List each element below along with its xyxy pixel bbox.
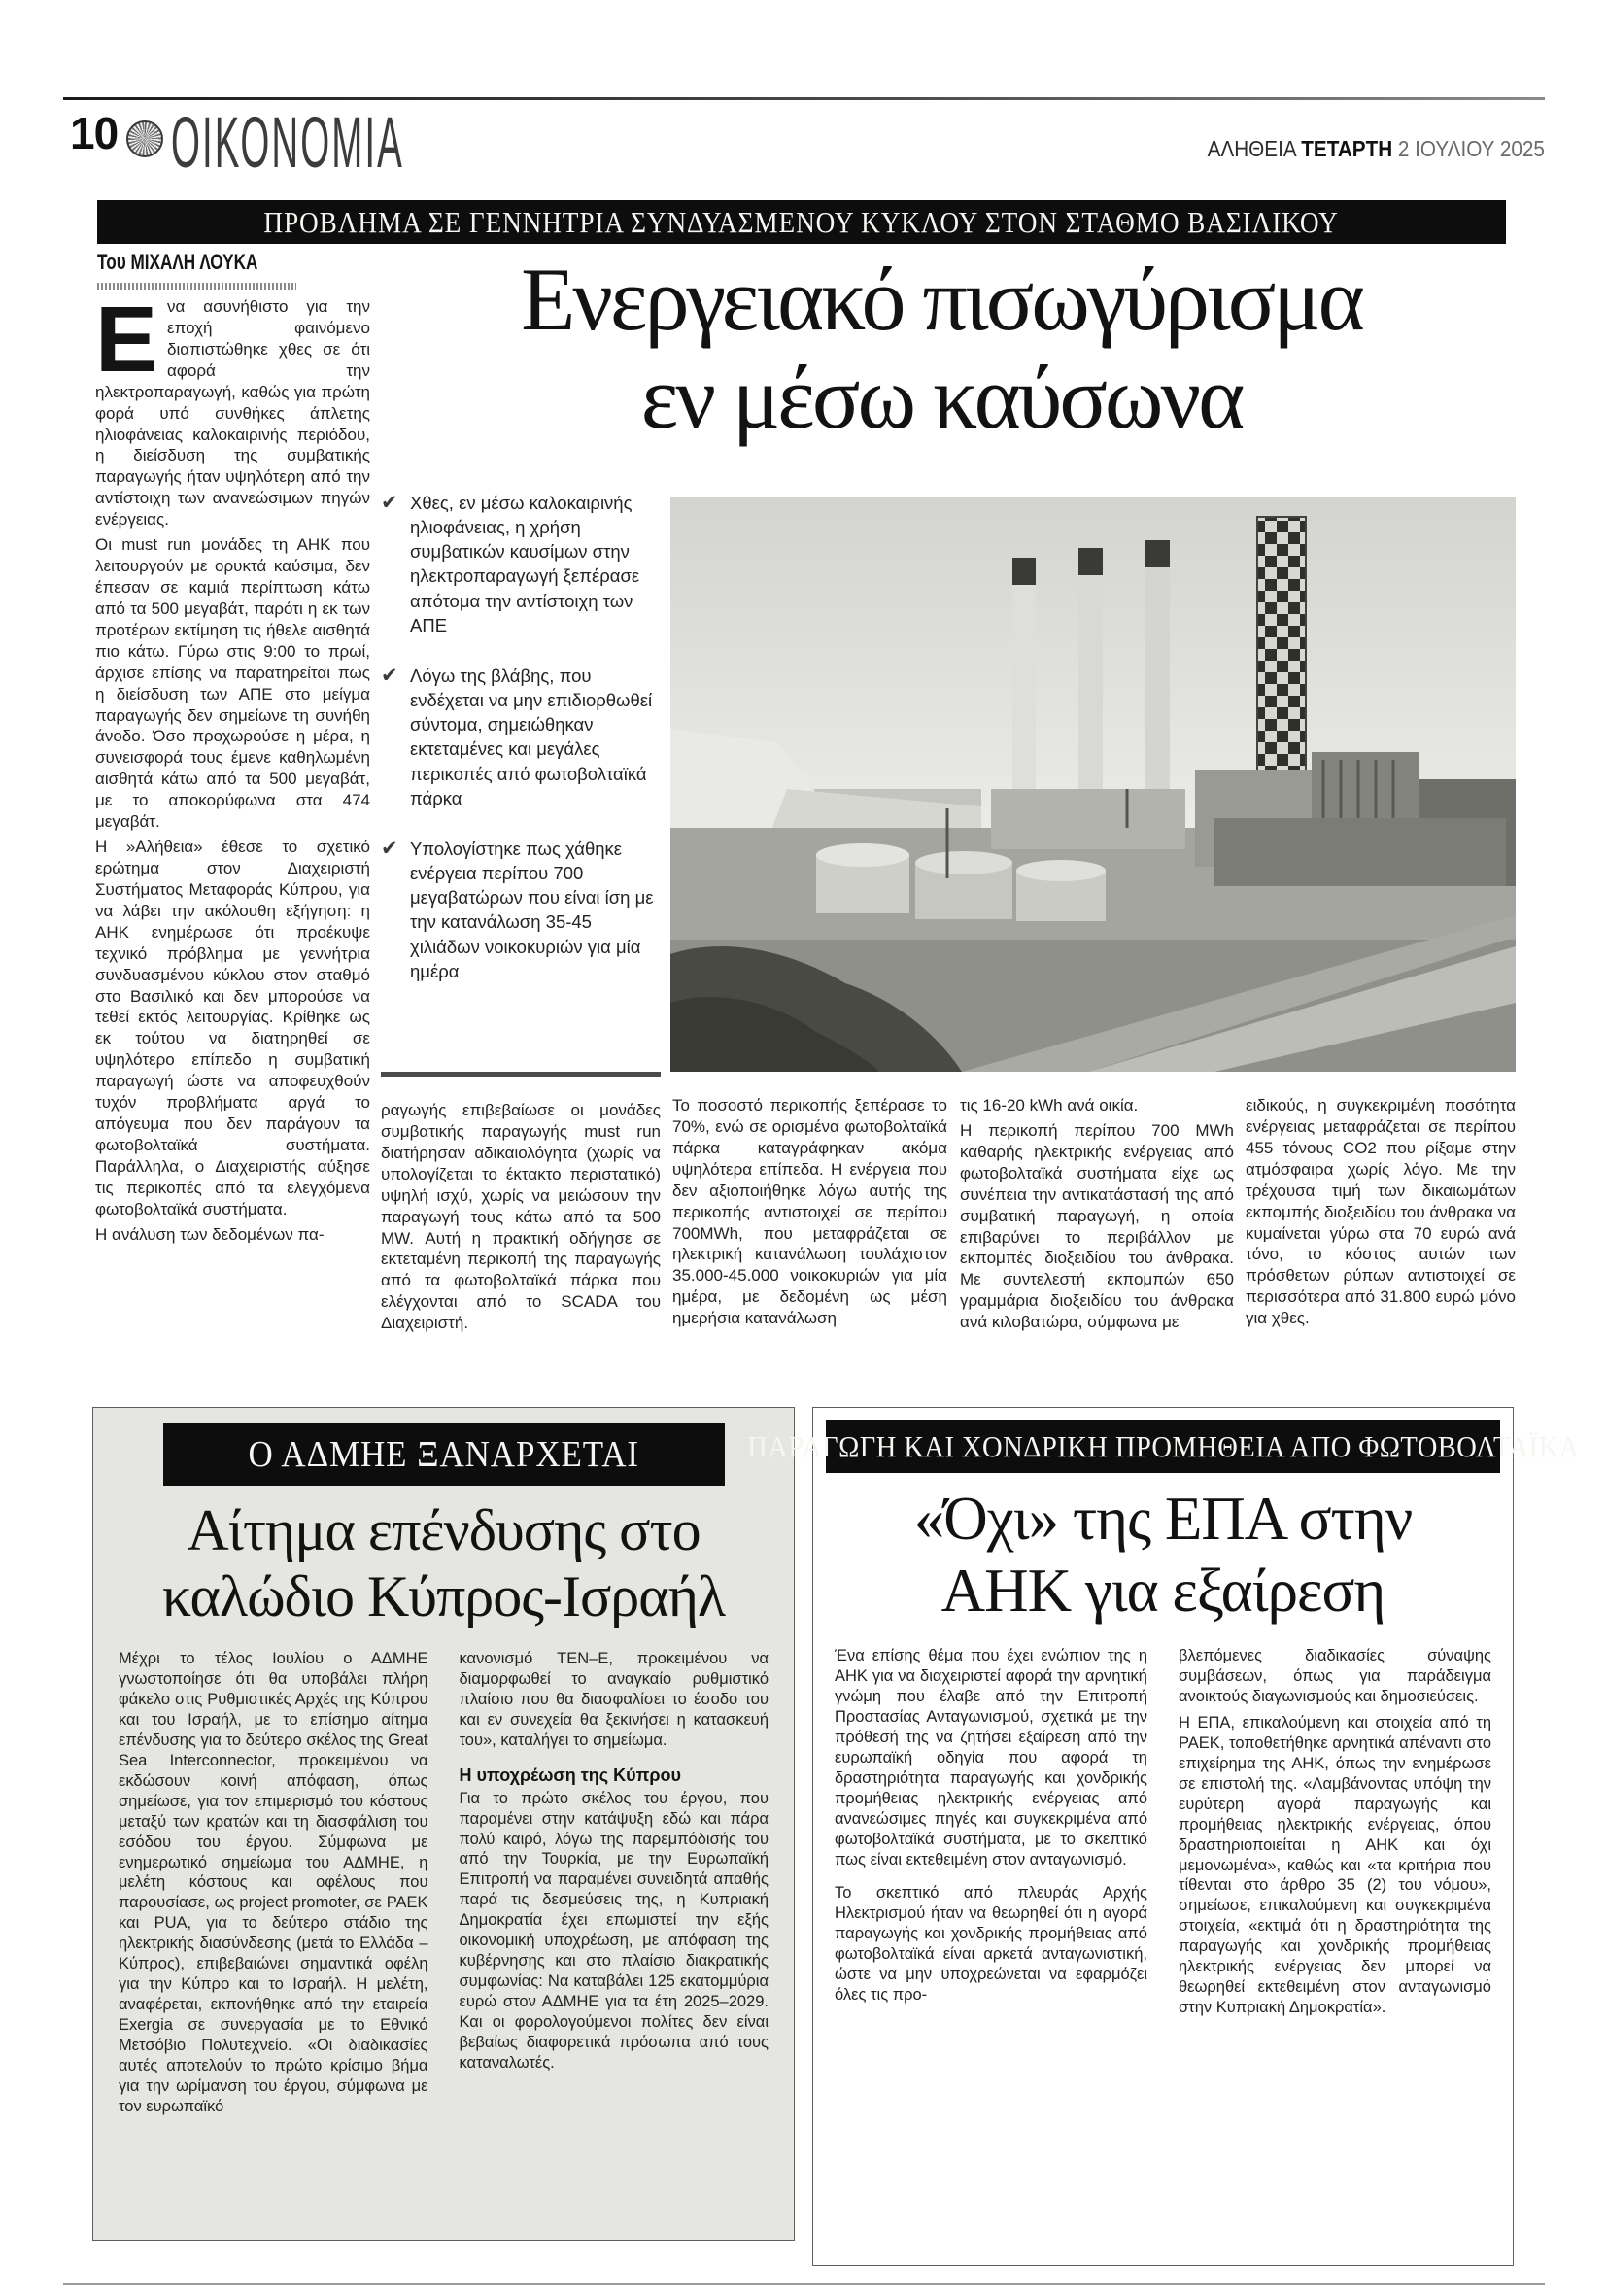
dateline-date: 2 ΙΟΥΛΙΟΥ 2025 [1398, 136, 1545, 161]
admie-column-2 [460, 1649, 769, 2123]
main-article-column-4 [960, 1095, 1234, 1398]
paragraph: Για το πρώτο σκέλος του έργου, που παραμένει στην κατάψυξη εδώ και πάρα πολύ καιρό, λόγω της παρεμπόδισής του από την Τουρκία, με την Ευρωπαϊκή Επιτροπή να παραμένει συνειδητά απαθής παρά τις δεσμεύσεις της, η Κυπριακή Δημοκρατία έχει επωμιστεί την εξής οικονομική υποχρέωση, με απόφαση της κυβέρνησης και στο πλαίσιο διακρατικής συμφωνίας: Να καταβάλει 125 εκατομμύρια ευρώ στον ΑΔΜΗΕ για τα έτη 2025–2029. Και οι φορολογούμενοι πολίτες δεν είναι βεβαίως διαφορετικά πρόσωπα από τους καταναλωτές. [459, 1789, 769, 2073]
epa-kicker-text: ΠΑΡΑΓΩΓΗ ΚΑΙ ΧΟΝΔΡΙΚΗ ΠΡΟΜΗΘΕΙΑ ΑΠΟ ΦΩΤΟΒΟΛΤΑΪΚΑ [746, 1428, 1580, 1463]
paper-name: ΑΛΗΘΕΙΑ [1207, 136, 1296, 161]
admie-kicker-text: Ο ΑΔΜΗΕ ΞΑΝΑΡΧΕΤΑΙ [248, 1434, 639, 1475]
paragraph: Η »Αλήθεια» έθεσε το σχετικό ερώτημα στον Διαχειριστή Συστήματος Μεταφοράς Κύπρου, για να λάβει την ακόλουθη εξήγηση: η ΑΗΚ ενημέρωσε ότι προέκυψε τεχνικό πρόβλημα με γεννήτρια συνδυασμένου κύκλου στον σταθμό στο Βασιλικό και δεν μπορούσε να τεθεί εκτός λειτουργίας. Κρίθηκε ως εκ τούτου να διατηρηθεί σε υψηλότερο επίπεδο η συμβατική παραγωγή ώστε να αποφευχθούν τυχόν προβλήματα αργά το απόγευμα που δεν παράγουν τα φωτοβολταϊκά συστήματα. Παράλληλα, ο Διαχειριστής αύξησε τις περικοπές από τα ελεγχόμενα φωτοβολταϊκά συστήματα. [95, 838, 370, 1218]
check-icon: ✔ [381, 837, 398, 860]
dropcap: Ε [95, 296, 158, 392]
bullet-text: Λόγω της βλάβης, που ενδέχεται να μην επιδιορθωθεί σύντομα, σημειώθηκαν εκτεταμένες και μεγάλες περικοπές από φωτοβολταϊκά πάρκα [410, 665, 653, 808]
admie-column-1 [119, 1649, 428, 2123]
epa-body [813, 1646, 1513, 2024]
paragraph: Οι must run μονάδες τη ΑΗΚ που λειτουργούν με ορυκτά καύσιμα, δεν έπεσαν σε καμιά περίπτωση κάτω από τα 500 μεγαβάτ, παρότι η εκ των προτέρων εκτίμηση τις ήθελε αισθητά πιο κάτω. Γύρω στις 9:00 το πρωί, άρχισε επίσης να παρατηρείται πως η διείσδυση των ΑΠΕ στο μείγμα παραγωγής δεν σημείωνε τη συνήθη άνοδο. Όσο προχωρούσε η μέρα, η συνεισφορά τους έμενε καθηλωμένη αισθητά κάτω από τα 500 μεγαβάτ, με το αποκορύφωνα στα 474 μεγαβάτ. [95, 535, 370, 832]
byline-rule [97, 283, 296, 290]
paragraph: Το ποσοστό περικοπής ξεπέρασε το 70%, ενώ σε ορισμένα φωτοβολταϊκά πάρκα καταγράφηκαν ακόμα υψηλότερα επίπεδα. Η ενέργεια που δεν αξιοποιήθηκε λόγω αυτής της περικοπής αντιστοιχεί σε περίπου 700MWh, που μεταφράζεται σε ηλεκτρική κατανάλωση τουλάχιστον 35.000-45.000 νοικοκυριών για μία ημέρα, με δεδομένη ως μέση ημερήσια κατανάλωση [672, 1096, 947, 1328]
epa-column-1 [835, 1646, 1147, 2024]
section-title: ΟΙΚΟΝΟΜΙΑ [171, 102, 404, 183]
paragraph-text: να ασυνήθιστο για την εποχή φαινόμενο διαπιστώθηκε χθες σε ότι αφορά την ηλεκτροπαραγωγή, καθώς για πρώτη φορά υπό συνθήκες άπλετης ηλιοφάνειας καλοκαιρινής περιόδου, η διείσδυση της συμβατικής παραγωγής ήταν υψηλότερη από την αντίστοιχη των ανανεώσιμων πηγών ενέργειας. [95, 297, 370, 530]
bullets-divider-rule [381, 1072, 661, 1077]
epa-headline-line1: «Όχι» της ΕΠΑ στην [913, 1485, 1413, 1553]
bullet-text: Χθες, εν μέσω καλοκαιρινής ηλιοφάνειας, η χρήση συμβατικών καυσίμων στην ηλεκτροπαραγωγή ξεπέρασε απότομα την αντίστοιχη των ΑΠΕ [410, 493, 640, 635]
paragraph: Η ανάλυση των δεδομένων πα- [95, 1224, 325, 1244]
bullet-item [381, 664, 665, 810]
vasilikos-power-station-photo [670, 497, 1516, 1072]
paragraph: κανονισμό TEN–E, προκειμένου να διαμορφωθεί το αναγκαίο ρυθμιστικό πλαίσιο που θα διασφαλίσει το έσοδο του και εν συνεχεία θα ξεκινήσει η κατασκευή του», καταλήγει το σημείωμα. [459, 1650, 769, 1749]
epa-headline [813, 1483, 1513, 1627]
main-kicker-banner [97, 200, 1506, 244]
page-number: 10 [70, 108, 119, 158]
epa-article-box [746, 1407, 1580, 2266]
check-icon: ✔ [381, 664, 398, 687]
footer-rule [63, 2283, 1545, 2285]
check-icon: ✔ [381, 492, 398, 514]
dateline [1208, 136, 1545, 162]
byline: Του ΜΙΧΑΛΗ ΛΟΥΚΑ [97, 250, 258, 274]
admie-headline-line1: Αίτημα επένδυσης στο [187, 1498, 701, 1562]
admie-article-box [92, 1407, 795, 2241]
paragraph: βλεπόμενες διαδικασίες σύναψης συμβάσεων, όπως για παράδειγμα ανοικτούς διαγωνισμούς και δημοσιεύσεις. [1179, 1647, 1491, 1705]
admie-headline-line2: καλώδιο Κύπρος-Ισραήλ [161, 1564, 726, 1628]
paragraph: Μέχρι το τέλος Ιουλίου ο ΑΔΜΗΕ γνωστοποίησε ότι θα υποβάλει πλήρη φάκελο στις Ρυθμιστικές Αρχές της Κύπρου και του Ισραήλ, με το επίσημο αίτημα επένδυσης για το δεύτερο σκέλος της Great Sea Interconnector, προκειμένου να εκδώσουν κοινή απόφαση, όπως σημείωσε, για τον επιμερισμό του κόστους μεταξύ των κρατών και τη διασφάλιση του εσόδου του έργου. Σύμφωνα με ενημερωτικό σημείωμα του ΑΔΜΗΕ, η μελέτη κόστους και οφέλους που παρουσίασε, ως project promoter, σε ΡΑΕΚ και PUA, για το δεύτερο στάδιο της ηλεκτρικής διασύνδεσης (μετά το Ελλάδα – Κύπρος), επιβεβαιώνει σημαντικά οφέλη για την Κύπρο και το Ισραήλ. Η μελέτη, αναφέρεται, εκπονήθηκε από την εταιρεία Exergia σε συνεργασία με το Εθνικό Μετσόβιο Πολυτεχνείο. «Οι διαδικασίες αυτές αποτελούν το πρώτο κρίσιμο βήμα για την ωρίμανση του έργου, σύμφωνα με τον ευρωπαϊκό [119, 1650, 428, 2115]
bullet-summary [381, 491, 665, 1010]
paragraph: Ένα επίσης θέμα που έχει ενώπιον της η ΑΗΚ για να διαχειριστεί αφορά την αρνητική γνώμη που έλαβε από την Επιτροπή Προστασίας Ανταγωνισμού, σχετικά με την πρόθεσή της να ζητήσει εξαίρεση από την ευρωπαϊκή οδηγία που αφορά τη δραστηριότητα παραγωγής και χονδρικής προμήθειας ηλεκτρικής ενέργειας από ανανεώσιμες πηγές και συγκεκριμένα από φωτοβολταϊκά συστήματα, με το σκεπτικό πως είναι εκτεθειμένη στον ανταγωνισμό. [835, 1647, 1147, 1868]
admie-body [93, 1649, 794, 2123]
paragraph: ειδικούς, η συγκεκριμένη ποσότητα ενέργειας μεταφράζεται σε περίπου 455 τόνους CO2 που ρίξαμε στην ατμόσφαιρα χωρίς λόγο. Με την τρέχουσα τιμή των δικαιωμάτων εκπομπής διοξειδίου του άνθρακα να κυμαίνεται γύρω στα 70 ευρώ ανά τόνο, το κόστος αυτών των πρόσθετων ρύπων αντιστοιχεί σε περισσότερα από 31.800 ευρώ μόνο για χθες. [1246, 1096, 1516, 1328]
epa-column-2 [1179, 1646, 1491, 2024]
main-article-column-2 [381, 1100, 661, 1393]
paragraph: Το σκεπτικό από πλευράς Αρχής Ηλεκτρισμού ήταν να θεωρηθεί ότι η αγορά παραγωγής και χονδρικής προμήθειας από φωτοβολταϊκά είναι αρκετά ανταγωνιστική, ώστε να μην υποχρεώνεται να εφαρμόζει όλες τις προ- [835, 1884, 1147, 2005]
bullet-item [381, 837, 665, 983]
paragraph: Η ΕΠΑ, επικαλούμενη και στοιχεία από τη ΡΑΕΚ, τοποθετήθηκε αρνητικά απέναντι στο επιχείρημα της ΑΗΚ, όπως την ενημέρωσε σε επιστολή της. «Λαμβάνοντας υπόψη την ευρύτερη αγορά παραγωγής και προμήθειας ηλεκτρικής ενέργειας, όπου δραστηριοποιείται η ΑΗΚ και όχι μεμονωμένα», καθώς και «τα κριτήρια που τίθενται στο άρθρο 35 (2) του νόμου», σημείωσε, επικαλούμενη και συγκεκριμένα στοιχεία, «εκτιμά ότι η δραστηριότητα της παραγωγής και χονδρικής προμήθειας ηλεκτρικής ενέργειας δεν μπορεί να θεωρηθεί εκτεθειμένη στον ανταγωνισμό στην Κυπριακή Δημοκρατία». [1179, 1713, 1491, 2017]
main-headline-line1: Ενεργειακό πισωγύρισμα [521, 250, 1362, 349]
main-headline [367, 251, 1516, 447]
paragraph: Η περικοπή περίπου 700 MWh καθαρής ηλεκτρικής ενέργειας από φωτοβολταϊκά συστήματα είχε ως συνέπεια την αντικατάστασή της από συμβατική παραγωγή, η οποία επιβαρύνει το περιβάλλον με εκπομπές διοξειδίου του άνθρακα. Με συντελεστή εκπομπών 650 γραμμάρια διοξειδίου του άνθρακα ανά κιλοβατώρα, σύμφωνα με [960, 1120, 1234, 1332]
bullet-text: Υπολογίστηκε πως χάθηκε ενέργεια περίπου 700 μεγαβατώρων που είναι ίση με την κατανάλωση 35-45 χιλιάδων νοικοκυριών για μία ημέρα [410, 838, 654, 981]
header-rule [63, 97, 1545, 100]
main-article-column-5 [1246, 1095, 1516, 1398]
epa-kicker-banner [746, 1420, 1580, 1473]
main-headline-line2: εν μέσω καύσωνα [640, 348, 1243, 447]
admie-subhead: Η υποχρέωση της Κύπρου [459, 1765, 681, 1785]
paragraph: τις 16-20 kWh ανά οικία. [960, 1096, 1139, 1114]
paragraph: ραγωγής επιβεβαίωσε οι μονάδες συμβατικής παραγωγής must run διατήρησαν αδικαιολόγητα (χωρίς να υπολογίζεται το έκτακτο περιστατικό) υψηλή ισχύ, χωρίς να μειώσουν την παραγωγή τους κάτω από τα 500 MW. Αυτή η πρακτική οδήγησε σε εκτεταμένη περικοπή της παραγωγής από τα φωτοβολταϊκά πάρκα που ελέγχονται από το SCADA του Διαχειριστή. [381, 1101, 661, 1333]
dateline-day: ΤΕΤΑΡΤΗ [1301, 136, 1393, 161]
bullet-item [381, 491, 665, 637]
paragraph [95, 296, 370, 531]
main-kicker-text: ΠΡΟΒΛΗΜΑ ΣΕ ΓΕΝΝΗΤΡΙΑ ΣΥΝΔΥΑΣΜΕΝΟΥ ΚΥΚΛΟΥ ΣΤΟΝ ΣΤΑΘΜΟ ΒΑΣΙΛΙΚΟΥ [263, 204, 1340, 239]
main-article-column-3 [672, 1095, 947, 1398]
epa-headline-line2: ΑΗΚ για εξαίρεση [940, 1557, 1385, 1625]
admie-kicker-banner [163, 1423, 725, 1486]
aletheia-seal-icon [126, 120, 163, 157]
main-article-column-1 [95, 296, 370, 1387]
admie-headline [93, 1497, 794, 1629]
